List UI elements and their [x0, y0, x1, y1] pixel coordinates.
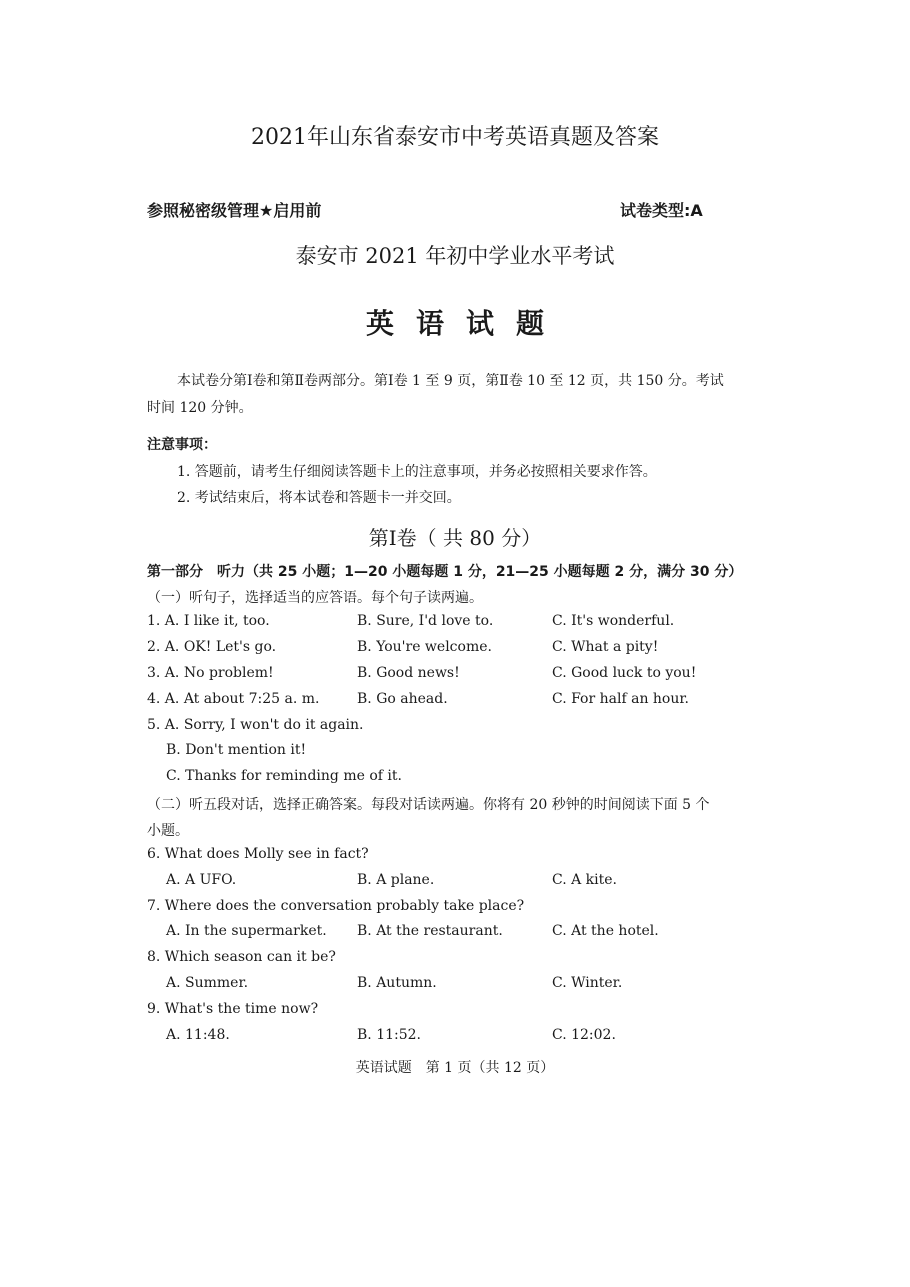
q7-option-c: C. At the hotel.: [552, 923, 659, 939]
q6-option-a: A. A UFO.: [166, 872, 237, 888]
exam-name: 泰安市 2021 年初中学业水平考试: [295, 244, 615, 268]
q1-option-c: C. It's wonderful.: [552, 613, 675, 629]
q1-option-b: B. Sure, I'd love to.: [357, 613, 494, 629]
volume-title: 第Ⅰ卷（ 共 80 分）: [368, 526, 542, 550]
q5-option-b: B. Don't mention it!: [166, 742, 307, 758]
notes-heading: 注意事项：: [147, 437, 217, 453]
q6-option-b: B. A plane.: [357, 872, 435, 888]
q6-option-c: C. A kite.: [552, 872, 617, 888]
q2-option-a: 2. A. OK! Let's go.: [147, 639, 277, 655]
q2-option-b: B. You're welcome.: [357, 639, 492, 655]
q4-option-a: 4. A. At about 7:25 a. m.: [147, 691, 320, 707]
q8-question: 8. Which season can it be?: [147, 949, 336, 965]
q2-option-c: C. What a pity!: [552, 639, 659, 655]
q8-option-c: C. Winter.: [552, 975, 623, 991]
paper-type-label: 试卷类型:A: [620, 201, 703, 220]
q3-option-a: 3. A. No problem!: [147, 665, 274, 681]
q7-option-b: B. At the restaurant.: [357, 923, 503, 939]
q9-option-c: C. 12:02.: [552, 1027, 616, 1043]
q7-question: 7. Where does the conversation probably take place?: [147, 898, 525, 914]
page-footer: 英语试题 第 1 页（共 12 页）: [355, 1060, 555, 1076]
confidential-label: 参照秘密级管理★启用前: [147, 201, 322, 220]
section1-instruction: （一）听句子，选择适当的应答语。每个句子读两遍。: [147, 590, 483, 606]
q3-option-b: B. Good news!: [357, 665, 460, 681]
intro-line-1: 本试卷分第Ⅰ卷和第Ⅱ卷两部分。第Ⅰ卷 1 至 9 页，第Ⅱ卷 10 至 12 页，共 150 分。考试: [177, 373, 724, 389]
q8-option-b: B. Autumn.: [357, 975, 437, 991]
q5-option-a: 5. A. Sorry, I won't do it again.: [147, 717, 364, 733]
q1-option-a: 1. A. I like it, too.: [147, 613, 270, 629]
q7-option-a: A. In the supermarket.: [166, 923, 327, 939]
q6-question: 6. What does Molly see in fact?: [147, 846, 369, 862]
document-title: 2021年山东省泰安市中考英语真题及答案: [251, 125, 659, 150]
q8-option-a: A. Summer.: [166, 975, 249, 991]
q5-option-c: C. Thanks for reminding me of it.: [166, 768, 402, 784]
q4-option-b: B. Go ahead.: [357, 691, 448, 707]
q9-option-b: B. 11:52.: [357, 1027, 421, 1043]
section2-instruction-line-1: （二）听五段对话，选择正确答案。每段对话读两遍。你将有 20 秒钟的时间阅读下面 5 个: [147, 797, 710, 813]
subject-title: 英语试题: [365, 307, 566, 340]
q9-option-a: A. 11:48.: [166, 1027, 230, 1043]
note-item: 2. 考试结束后，将本试卷和答题卡一并交回。: [177, 490, 461, 506]
q3-option-c: C. Good luck to you!: [552, 665, 697, 681]
intro-line-2: 时间 120 分钟。: [147, 400, 253, 416]
q4-option-c: C. For half an hour.: [552, 691, 689, 707]
part1-heading: 第一部分 听力（共 25 小题；1—20 小题每题 1 分，21—25 小题每题 2 分，满分 30 分）: [147, 564, 743, 580]
note-item: 1. 答题前，请考生仔细阅读答题卡上的注意事项，并务必按照相关要求作答。: [177, 464, 657, 480]
q9-question: 9. What's the time now?: [147, 1001, 319, 1017]
section2-instruction-line-2: 小题。: [147, 823, 189, 839]
